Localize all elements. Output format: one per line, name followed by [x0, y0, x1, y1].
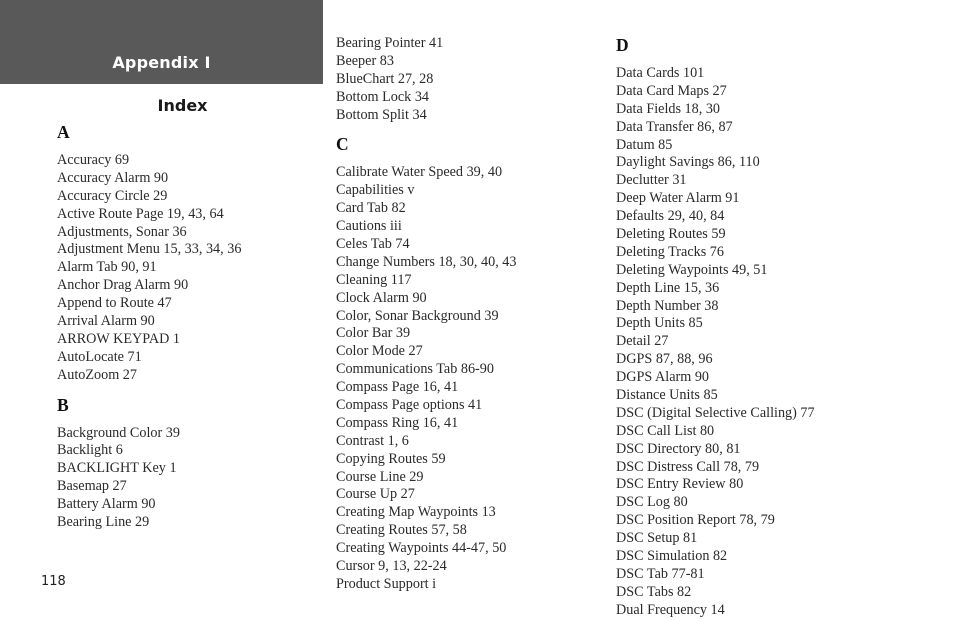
index-entry: Course Line 29 — [336, 468, 424, 485]
index-entry: Copying Routes 59 — [336, 450, 446, 467]
index-entry: Active Route Page 19, 43, 64 — [57, 205, 224, 222]
index-entry: Color Bar 39 — [336, 325, 411, 342]
index-entry: Adjustment Menu 15, 33, 34, 36 — [57, 241, 242, 258]
index-entry: ARROW KEYPAD 1 — [57, 330, 180, 347]
index-entry: Daylight Savings 86, 110 — [616, 154, 760, 171]
index-entry: Backlight 6 — [57, 442, 123, 459]
index-entry: Dual Frequency 14 — [616, 601, 725, 618]
index-entry: Append to Route 47 — [57, 295, 172, 312]
index-entry: Accuracy 69 — [57, 152, 130, 168]
index-entry: Deleting Waypoints 49, 51 — [616, 261, 768, 278]
index-entry: Data Transfer 86, 87 — [616, 118, 733, 135]
index-entry: Bearing Line 29 — [57, 514, 150, 531]
index-entry: DSC Tabs 82 — [616, 583, 692, 600]
index-entry: Compass Page options 41 — [336, 397, 483, 414]
index-entry: DSC Call List 80 — [616, 422, 715, 439]
index-entry: Arrival Alarm 90 — [57, 313, 155, 330]
index-entry: DSC (Digital Selective Calling) 77 — [616, 404, 815, 421]
index-entry: Bottom Split 34 — [336, 106, 427, 123]
index-letter-a: A — [57, 122, 70, 142]
index-entry: Deleting Routes 59 — [616, 226, 726, 243]
index-entry: Compass Page 16, 41 — [336, 379, 459, 396]
index-entry: Cautions iii — [336, 218, 402, 235]
index-entry: Beeper 83 — [336, 52, 394, 69]
index-entry: Battery Alarm 90 — [57, 496, 156, 513]
index-entry: DGPS 87, 88, 96 — [616, 351, 713, 368]
index-entry: Data Fields 18, 30 — [616, 100, 721, 117]
index-entry: Product Support i — [336, 575, 437, 592]
index-column-1 — [57, 121, 241, 532]
index-entry: Bearing Pointer 41 — [336, 35, 444, 51]
index-entry-list — [336, 35, 516, 124]
index-entry-list — [57, 152, 241, 385]
index-entry: Anchor Drag Alarm 90 — [57, 277, 189, 294]
index-entry: DSC Directory 80, 81 — [616, 440, 741, 457]
index-entry: AutoZoom 27 — [57, 366, 137, 383]
index-entry: Compass Ring 16, 41 — [336, 414, 459, 431]
index-column-3 — [616, 34, 815, 620]
index-entry-list — [57, 425, 241, 532]
index-entry: Color, Sonar Background 39 — [336, 307, 499, 324]
index-entry: Creating Waypoints 44-47, 50 — [336, 540, 507, 557]
index-entry: Cleaning 117 — [336, 271, 412, 288]
index-entry: DSC Distress Call 78, 79 — [616, 458, 760, 475]
index-entry: AutoLocate 71 — [57, 348, 142, 365]
index-entry: Background Color 39 — [57, 424, 180, 441]
index-entry: DGPS Alarm 90 — [616, 369, 710, 386]
index-entry: Adjustments, Sonar 36 — [57, 223, 187, 240]
index-entry: BlueChart 27, 28 — [336, 70, 434, 87]
index-entry: Deleting Tracks 76 — [616, 243, 724, 260]
index-entry: Course Up 27 — [336, 486, 415, 503]
index-entry: Clock Alarm 90 — [336, 289, 427, 306]
section-title: Appendix I — [112, 53, 211, 72]
index-entry: Detail 27 — [616, 333, 669, 350]
index-entry: Basemap 27 — [57, 478, 127, 495]
index-entry: Creating Map Waypoints 13 — [336, 504, 496, 521]
index-entry: Accuracy Circle 29 — [57, 187, 168, 204]
index-entry: Celes Tab 74 — [336, 236, 410, 253]
index-entry: Defaults 29, 40, 84 — [616, 208, 725, 225]
page-number: 118 — [41, 574, 66, 589]
index-letter-b: B — [57, 394, 69, 415]
index-entry: Deep Water Alarm 91 — [616, 190, 740, 207]
index-entry-list — [336, 164, 516, 593]
index-column-2 — [336, 35, 516, 594]
index-entry: DSC Setup 81 — [616, 530, 698, 547]
index-entry: DSC Position Report 78, 79 — [616, 512, 775, 529]
index-entry: Cursor 9, 13, 22-24 — [336, 558, 447, 575]
index-entry: Depth Units 85 — [616, 315, 703, 332]
index-entry: Data Cards 101 — [616, 65, 705, 81]
index-entry: Calibrate Water Speed 39, 40 — [336, 164, 503, 181]
index-entry: Communications Tab 86-90 — [336, 361, 494, 378]
index-entry: Distance Units 85 — [616, 387, 718, 404]
index-entry: BACKLIGHT Key 1 — [57, 460, 177, 477]
index-entry: Color Mode 27 — [336, 343, 423, 360]
index-letter-c: C — [336, 134, 349, 155]
index-entry: Card Tab 82 — [336, 200, 406, 217]
index-entry: Depth Number 38 — [616, 297, 719, 314]
index-entry: Depth Line 15, 36 — [616, 279, 720, 296]
index-entry: Accuracy Alarm 90 — [57, 169, 169, 186]
index-entry: DSC Log 80 — [616, 494, 688, 511]
index-entry: DSC Entry Review 80 — [616, 476, 744, 493]
index-entry: Capabilities v — [336, 182, 415, 199]
index-entry: Creating Routes 57, 58 — [336, 522, 467, 539]
index-entry: Data Card Maps 27 — [616, 82, 727, 99]
index-heading: Index — [157, 96, 208, 115]
index-entry: DSC Tab 77-81 — [616, 565, 705, 582]
index-letter-d: D — [616, 35, 629, 55]
index-entry: Contrast 1, 6 — [336, 432, 409, 449]
index-entry: Alarm Tab 90, 91 — [57, 259, 157, 276]
index-entry-list — [616, 65, 815, 620]
index-entry: DSC Simulation 82 — [616, 548, 728, 565]
index-entry: Datum 85 — [616, 136, 673, 153]
index-entry: Change Numbers 18, 30, 40, 43 — [336, 253, 517, 270]
index-entry: Bottom Lock 34 — [336, 88, 430, 105]
index-entry: Declutter 31 — [616, 172, 687, 189]
